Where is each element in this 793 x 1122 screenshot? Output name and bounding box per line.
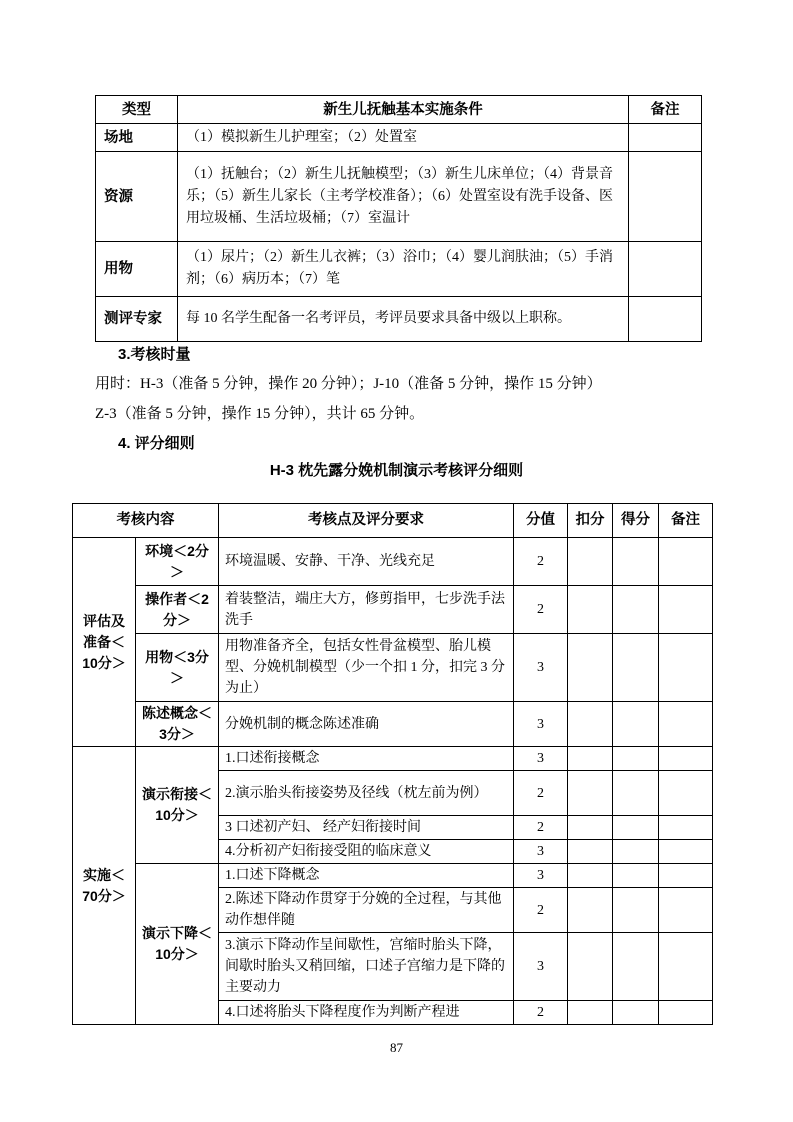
score-obtained-cell <box>613 702 659 747</box>
header-score-value: 分值 <box>514 504 568 538</box>
remark-cell <box>659 933 713 1001</box>
row-content: 每 10 名学生配备一名考评员，考评员要求具备中级以上职称。 <box>178 297 629 342</box>
header-assessment-content: 考核内容 <box>73 504 219 538</box>
score-obtained-cell <box>613 771 659 816</box>
remark-cell <box>629 152 702 242</box>
remark-cell <box>659 586 713 634</box>
scoring-point: 2.陈述下降动作贯穿于分娩的全过程，与其他动作想伴随 <box>219 888 514 933</box>
deduction-cell <box>568 586 613 634</box>
deduction-cell <box>568 840 613 864</box>
score-obtained-cell <box>613 840 659 864</box>
remark-cell <box>659 864 713 888</box>
table-row <box>73 586 713 634</box>
scoring-point: 着装整洁，端庄大方，修剪指甲，七步洗手法洗手 <box>219 586 514 634</box>
table-row <box>96 242 702 297</box>
score-table-header-row <box>73 504 713 538</box>
deduction-cell <box>568 888 613 933</box>
sub-label-environment: 环境＜2分＞ <box>136 538 219 586</box>
table-row <box>73 864 713 888</box>
table-row <box>73 538 713 586</box>
remark-cell <box>659 538 713 586</box>
table-row <box>73 747 713 771</box>
sub-label-concept: 陈述概念＜3分＞ <box>136 702 219 747</box>
table-row <box>96 297 702 342</box>
header-remark: 备注 <box>629 96 702 124</box>
remark-cell <box>659 702 713 747</box>
header-scoring-points: 考核点及评分要求 <box>219 504 514 538</box>
score-value: 3 <box>514 864 568 888</box>
score-value: 2 <box>514 538 568 586</box>
deduction-cell <box>568 864 613 888</box>
score-value: 2 <box>514 586 568 634</box>
deduction-cell <box>568 771 613 816</box>
row-content: （1）模拟新生儿护理室；（2）处置室 <box>178 124 629 152</box>
sub-label-operator: 操作者＜2分＞ <box>136 586 219 634</box>
score-value: 2 <box>514 1001 568 1025</box>
deduction-cell <box>568 1001 613 1025</box>
table-row <box>96 152 702 242</box>
remark-cell <box>629 297 702 342</box>
row-content: （1）尿片；（2）新生儿衣裤；（3）浴巾；（4）婴儿润肤油；（5）手消剂；（6）病历本；（7）笔 <box>178 242 629 297</box>
table-row <box>73 702 713 747</box>
deduction-cell <box>568 538 613 586</box>
remark-cell <box>659 1001 713 1025</box>
score-value: 2 <box>514 816 568 840</box>
score-value: 3 <box>514 747 568 771</box>
header-conditions: 新生儿抚触基本实施条件 <box>178 96 629 124</box>
row-label-site: 场地 <box>96 124 178 152</box>
remark-cell <box>659 634 713 702</box>
score-obtained-cell <box>613 634 659 702</box>
group-label-implementation: 实施＜70分＞ <box>73 747 136 1025</box>
score-obtained-cell <box>613 816 659 840</box>
scoring-point: 1.口述下降概念 <box>219 864 514 888</box>
score-obtained-cell <box>613 933 659 1001</box>
row-label-supplies: 用物 <box>96 242 178 297</box>
score-obtained-cell <box>613 864 659 888</box>
score-obtained-cell <box>613 888 659 933</box>
deduction-cell <box>568 933 613 1001</box>
scoring-point: 3 口述初产妇、 经产妇衔接时间 <box>219 816 514 840</box>
table-row <box>73 634 713 702</box>
page-number: 87 <box>390 1040 403 1055</box>
scoring-point: 用物准备齐全，包括女性骨盆模型、胎儿模型、分娩机制模型（少一个扣 1 分，扣完 3 分为止） <box>219 634 514 702</box>
deduction-cell <box>568 634 613 702</box>
scoring-point: 3.演示下降动作呈间歇性，宫缩时胎头下降，间歇时胎头又稍回缩，口述子宫缩力是下降的主要动力 <box>219 933 514 1001</box>
score-obtained-cell <box>613 538 659 586</box>
scoring-point: 1.口述衔接概念 <box>219 747 514 771</box>
row-content: （1）抚触台；（2）新生儿抚触模型；（3）新生儿床单位；（4）背景音乐；（5）新生儿家长（主考学校准备）；（6）处置室设有洗手设备、医用垃圾桶、生活垃圾桶；（7）室温计 <box>178 152 629 242</box>
score-value: 2 <box>514 771 568 816</box>
remark-cell <box>659 840 713 864</box>
remark-cell <box>629 124 702 152</box>
row-label-resources: 资源 <box>96 152 178 242</box>
section3-heading: 3.考核时量 <box>118 346 191 363</box>
header-type: 类型 <box>96 96 178 124</box>
remark-cell <box>659 747 713 771</box>
header-remark: 备注 <box>659 504 713 538</box>
score-value: 3 <box>514 634 568 702</box>
remark-cell <box>659 771 713 816</box>
section4-heading: 4. 评分细则 <box>118 435 195 452</box>
scoring-point: 4.分析初产妇衔接受阻的临床意义 <box>219 840 514 864</box>
section3-line1: 用时：H-3（准备 5 分钟，操作 20 分钟）；J-10（准备 5 分钟，操作 15 分钟） <box>95 376 602 392</box>
conditions-table <box>95 95 702 342</box>
score-value: 2 <box>514 888 568 933</box>
sub-label-supplies: 用物＜3分＞ <box>136 634 219 702</box>
scoring-point: 环境温暖、安静、干净、光线充足 <box>219 538 514 586</box>
remark-cell <box>629 242 702 297</box>
score-obtained-cell <box>613 1001 659 1025</box>
score-obtained-cell <box>613 747 659 771</box>
score-value: 3 <box>514 840 568 864</box>
sub-label-engagement-demo: 演示衔接＜10分＞ <box>136 747 219 864</box>
deduction-cell <box>568 747 613 771</box>
header-score-obtained: 得分 <box>613 504 659 538</box>
header-deduction: 扣分 <box>568 504 613 538</box>
score-value: 3 <box>514 702 568 747</box>
remark-cell <box>659 816 713 840</box>
deduction-cell <box>568 702 613 747</box>
conditions-header-row <box>96 96 702 124</box>
score-table-title: H-3 枕先露分娩机制演示考核评分细则 <box>269 462 524 479</box>
score-value: 3 <box>514 933 568 1001</box>
sub-label-descent-demo: 演示下降＜10分＞ <box>136 864 219 1025</box>
group-label-evaluation-prep: 评估及准备＜10分＞ <box>73 538 136 747</box>
deduction-cell <box>568 816 613 840</box>
remark-cell <box>659 888 713 933</box>
scoring-point: 2.演示胎头衔接姿势及径线（枕左前为例） <box>219 771 514 816</box>
assessment-score-table <box>72 503 713 1025</box>
scoring-point: 4.口述将胎头下降程度作为判断产程进 <box>219 1001 514 1025</box>
table-row <box>96 124 702 152</box>
score-obtained-cell <box>613 586 659 634</box>
scoring-point: 分娩机制的概念陈述准确 <box>219 702 514 747</box>
section3-line2: Z-3（准备 5 分钟，操作 15 分钟），共计 65 分钟。 <box>95 406 425 422</box>
row-label-experts: 测评专家 <box>96 297 178 342</box>
